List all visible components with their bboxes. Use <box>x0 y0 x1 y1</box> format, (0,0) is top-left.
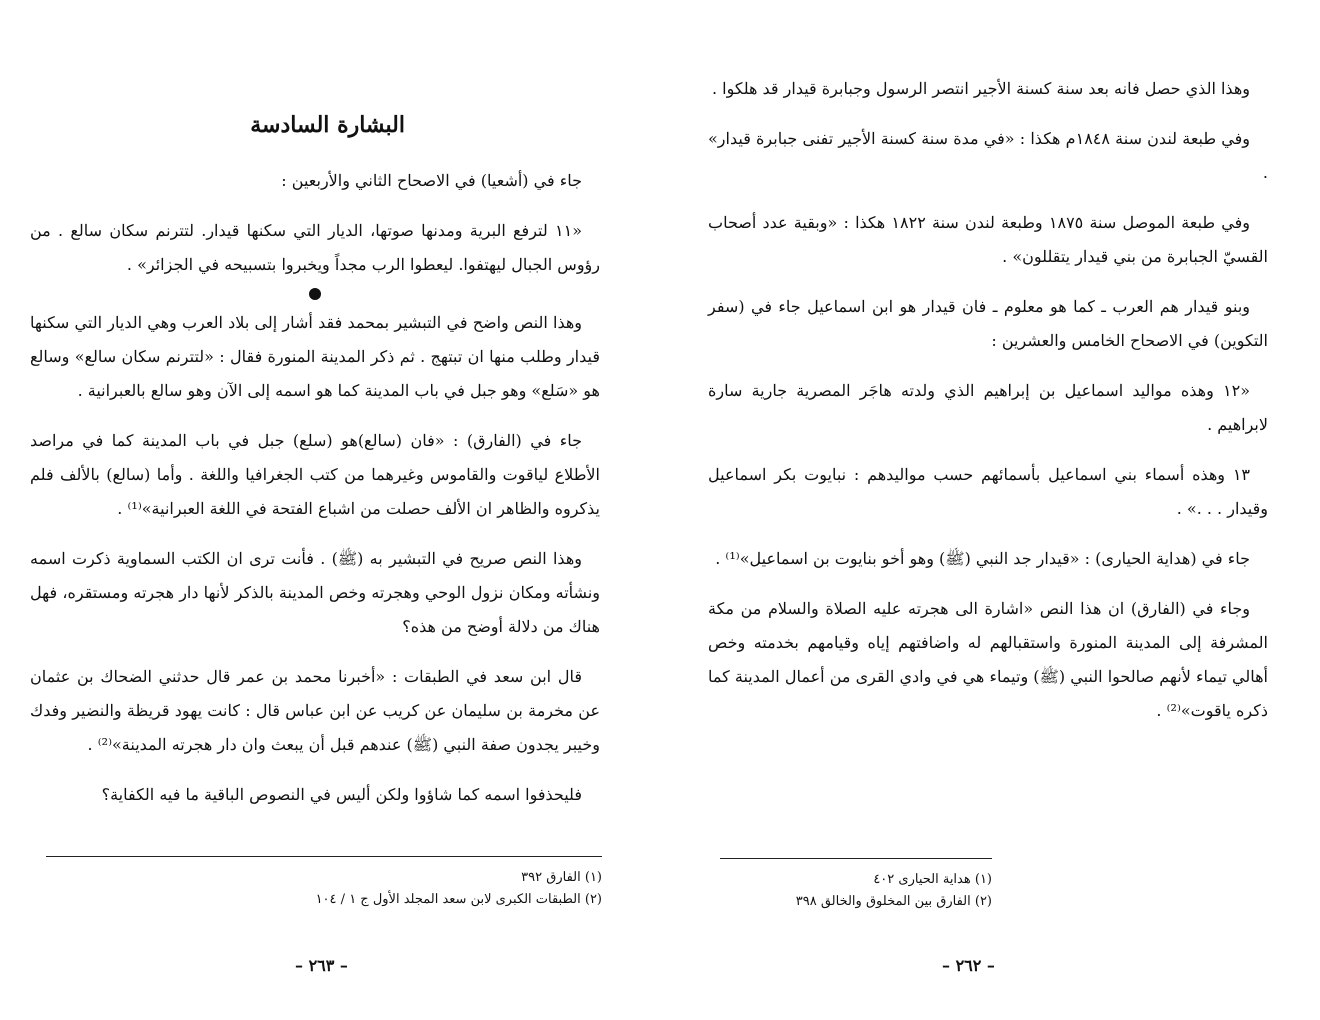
left-page-body <box>30 112 600 828</box>
right-footnotes <box>720 858 992 913</box>
footnote-rule <box>46 856 602 857</box>
quote-paragraph: «١٢ وهذه مواليد اسماعيل بن إبراهيم الذي ولدته هاجَر المصرية جارية سارة لابراهيم . <box>708 381 1268 434</box>
footnote: (١) الفارق ٣٩٢ <box>521 870 602 885</box>
paragraph: وبنو قيدار هم العرب ـ كما هو معلوم ـ فان قيدار هو ابن اسماعيل جاء في (سفر التكوين) في الاصحاح الخامس والعشرين : <box>708 297 1268 350</box>
paragraph: فليحذفوا اسمه كما شاؤوا ولكن أليس في النصوص الباقية ما فيه الكفاية؟ <box>101 785 582 804</box>
footnote: (١) هداية الحيارى ٤٠٢ <box>873 872 992 887</box>
paragraph: وفي طبعة الموصل سنة ١٨٧٥ وطبعة لندن سنة ١٨٢٢ هكذا : «وبقية عدد أصحاب القسيّ الجبابرة من بني قيدار يتقللون» . <box>708 213 1268 266</box>
quote-paragraph: ١٣ وهذه أسماء بني اسماعيل بأسمائهم حسب مواليدهم : نبايوت بكر اسماعيل وقيدار . . .» . <box>708 465 1268 518</box>
paragraph: وهذا النص واضح في التبشير بمحمد فقد أشار إلى بلاد العرب وهي الديار التي سكنها قيدار وطلب منها ان تبتهج . ثم ذكر المدينة المنورة فقال : «لتترنم سكان سالع» وسالع هو «سَلع» وهو جبل في باب المدينة كما هو اسمه إلى الآن وهو سالع بالعبرانية . <box>30 313 600 400</box>
paragraph: قال ابن سعد في الطبقات : «أخبرنا محمد بن عمر قال حدثني الضحاك بن عثمان عن مخرمة بن سليمان عن كريب عن ابن عباس قال : كانت يهود قريظة والنضير وفدك وخيبر يجدون صفة النبي (ﷺ) عندهم قبل أن يبعث وان دار هجرته المدينة»⁽²⁾ . <box>30 667 600 754</box>
paragraph: وجاء في (الفارق) ان هذا النص «اشارة الى هجرته عليه الصلاة والسلام من مكة المشرفة إلى المدينة المنورة واستقبالهم له واضافتهم إياه وقيامهم بخدمته وخص أهالي تيماء لأنهم صالحوا النبي (ﷺ) وتيماء هي في وادي القرى من أعمال المدينة كما ذكره ياقوت»⁽²⁾ . <box>708 599 1268 720</box>
paragraph: جاء في (أشعيا) في الاصحاح الثاني والأربعين : <box>281 171 582 190</box>
paragraph: جاء في (الفارق) : «فان (سالع)هو (سلع) جبل في باب المدينة كما في مراصد الأطلاع لياقوت والقاموس وغيرهما من كتب الجغرافيا واللغة . وأما (سالع) بالألف فلم يذكروه والظاهر ان الألف حصلت من اشباع الفتحة في اللغة العبرانية»⁽¹⁾ . <box>30 431 600 518</box>
paragraph: جاء في (هداية الحيارى) : «قيدار جد النبي (ﷺ) وهو أخو بنايوت بن اسماعيل»⁽¹⁾ . <box>715 549 1250 568</box>
right-page-body <box>708 72 1268 744</box>
page-number: – ٢٦٣ – <box>295 956 348 975</box>
paragraph: وفي طبعة لندن سنة ١٨٤٨م هكذا : «في مدة سنة كسنة الأجير تفنى جبابرة قيدار» . <box>708 129 1268 182</box>
section-heading: البشارة السادسة <box>250 112 405 138</box>
page-number: – ٢٦٢ – <box>942 956 995 975</box>
footnote: (٢) الطبقات الكبرى لابن سعد المجلد الأول ج ١ / ١٠٤ <box>315 892 602 907</box>
quote-paragraph: «١١ لترفع البرية ومدنها صوتها، الديار التي سكنها قيدار. لتترنم سكان سالع . من رؤوس الجبال ليهتفوا. ليعطوا الرب مجداً ويخبروا بتسبيحه في الجزائر» . <box>30 221 600 274</box>
footnote-rule <box>720 858 992 859</box>
paragraph: وهذا الذي حصل فانه بعد سنة كسنة الأجير انتصر الرسول وجبابرة قيدار قد هلكوا . <box>711 79 1250 98</box>
left-footnotes <box>46 856 602 911</box>
footnote: (٢) الفارق بين المخلوق والخالق ٣٩٨ <box>795 894 992 909</box>
paragraph: وهذا النص صريح في التبشير به (ﷺ) . فأنت ترى ان الكتب السماوية ذكرت اسمه ونشأته ومكان نزول الوحي وهجرته وخص المدينة بالذكر لأنها دار هجرته ومستقره، فهل هناك من دلالة أوضح من هذه؟ <box>30 549 600 636</box>
dot-mark <box>309 288 321 300</box>
right-page <box>660 0 1320 1020</box>
